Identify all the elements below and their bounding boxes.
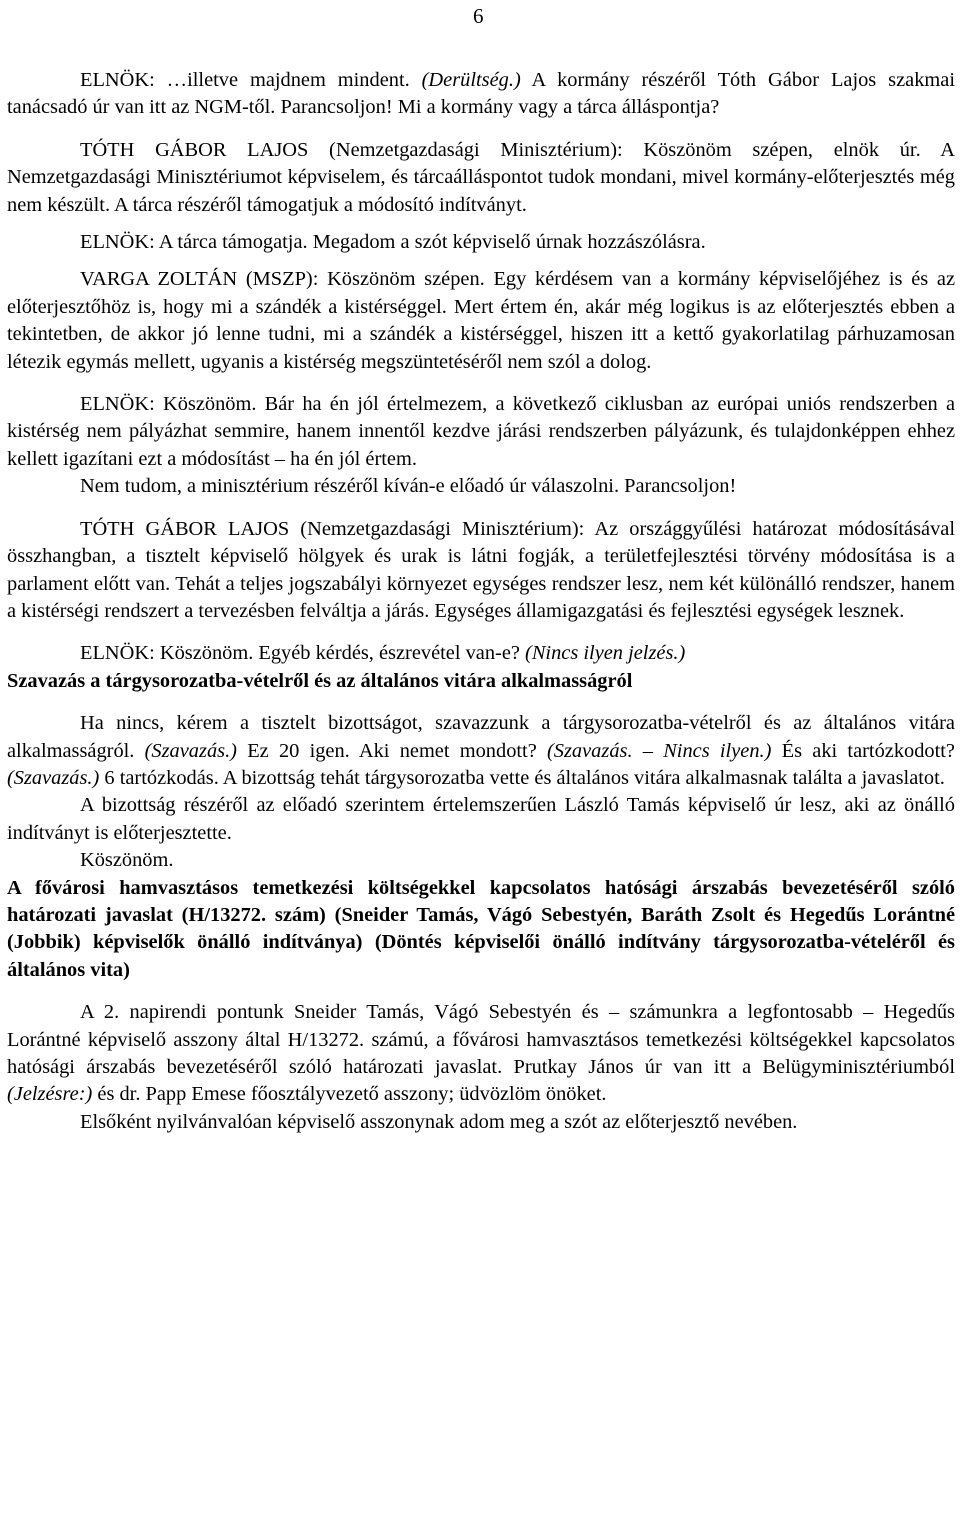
page-number: 6 (473, 4, 484, 28)
text-run: Ez 20 igen. Aki nemet mondott? (236, 739, 548, 762)
text-run: 6 tartózkodás. A bizottság tehát tárgysorozatba vette és általános vitára alkalmasnak találta a javaslatot. (99, 766, 945, 789)
paragraph-varga-question: VARGA ZOLTÁN (MSZP): Köszönöm szépen. Egy kérdésem van a kormány képviselőjéhez is és az előterjesztőhöz is, hogy mi a szándék a kistérséggel. Mert értem én, akár még logikus is az előterjesztés ebben a tekintetben, de akkor jó lenne tudni, mi a szándék a kistérséggel, hiszen itt a kettő gyakorlatilag párhuzamosan létezik egymás mellett, ugyanis a kistérség megszüntetéséről nem szól a dolog. (7, 268, 955, 373)
text-run: ELNÖK: …illetve majdnem mindent. (80, 69, 422, 91)
italic-note: (Nincs ilyen jelzés.) (525, 642, 686, 665)
text-run: ELNÖK: Köszönöm. Egyéb kérdés, észrevétel van-e? (80, 642, 526, 665)
text-run: A kormány részéről Tóth Gábor Lajos szakmai tanácsadó úr van itt az NGM-től. Parancsoljon! Mi a kormány vagy a tárca álláspontja? (7, 69, 955, 119)
text-run: És aki tartózkodott? (771, 739, 955, 762)
italic-note: (Derültség.) (421, 69, 521, 91)
italic-note: (Szavazás. – Nincs ilyen.) (547, 739, 772, 762)
italic-note: (Szavazás.) (7, 766, 100, 789)
section-heading-vote: Szavazás a tárgysorozatba-vételről és az általános vitára alkalmasságról (7, 669, 633, 692)
section-heading-agenda-item: A fővárosi hamvasztásos temetkezési költségekkel kapcsolatos hatósági árszabás bevezetéséről szóló határozati javaslat (H/13272. szám) (Sneider Tamás, Vágó Sebestyén, Baráth Zsolt és Hegedűs Lorántné (Jobbik) képviselők önálló indítványa) (Döntés képviselői önálló indítvány tárgysorozatba-vételéről és általános vita) (7, 876, 955, 981)
paragraph-thanks: Köszönöm. (80, 849, 174, 872)
text-run: A 2. napirendi pontunk Sneider Tamás, Vágó Sebestyén és – számunkra a legfontosabb – Hegedűs Lorántné képviselő asszony által H/13272. számú, a fővárosi hamvasztásos temetkezési költségekkel kapcsolatos hatósági árszabás bevezetéséről szóló határozati javaslat. Prutkay János úr van itt a Belügyminisztériumból (7, 1001, 955, 1078)
italic-note: (Jelzésre:) (7, 1083, 93, 1106)
paragraph-elnok-questions (7, 640, 955, 667)
text-run: Ha nincs, kérem a tisztelt bizottságot, szavazzunk a tárgysorozatba-vételről és az általános vitára alkalmasságról. (7, 712, 955, 762)
paragraph-elnok-interpretation: ELNÖK: Köszönöm. Bár ha én jól értelmezem, a következő ciklusban az európai uniós rendszerben a kistérség nem pályázhat semmire, hanem innentől kezdve járási rendszerben pályázunk, és tulajdonképpen ehhez kellett igazítani ezt a módosítást – ha én jól értem. (7, 393, 955, 470)
italic-note: (Szavazás.) (144, 739, 237, 762)
document-body (7, 67, 955, 1136)
paragraph-agenda-intro (7, 999, 955, 1109)
paragraph-elnok-intro (7, 67, 955, 122)
paragraph-floor-given: Elsőként nyilvánvalóan képviselő asszonynak adom meg a szót az előterjesztő nevében. (80, 1110, 798, 1133)
paragraph-elnok-support: ELNÖK: A tárca támogatja. Megadom a szót képviselő úrnak hozzászólásra. (80, 231, 706, 254)
text-run: és dr. Papp Emese főosztályvezető asszony; üdvözlöm önöket. (92, 1083, 607, 1106)
paragraph-toth-reply: TÓTH GÁBOR LAJOS (Nemzetgazdasági Minisztérium): Köszönöm szépen, elnök úr. A Nemzetgazdasági Minisztériumot képviselem, és tárcaálláspontot tudok mondani, mivel kormány-előterjesztés még nem készült. A tárca részéről támogatjuk a módosító indítványt. (7, 138, 955, 216)
paragraph-elnok-ministry: Nem tudom, a minisztérium részéről kíván-e előadó úr válaszolni. Parancsoljon! (80, 475, 737, 498)
paragraph-vote (7, 710, 955, 792)
paragraph-rapporteur: A bizottság részéről az előadó szerintem értelemszerűen László Tamás képviselő úr lesz, aki az önálló indítványt is előterjesztette. (7, 794, 955, 844)
paragraph-toth-answer: TÓTH GÁBOR LAJOS (Nemzetgazdasági Minisztérium): Az országgyűlési határozat módosításával összhangban, a tisztelt képviselő hölgyek és urak is látni fogják, a területfejlesztési törvény módosítása is a parlament előtt van. Tehát a teljes jogszabályi környezet egységes rendszer lesz, nem két különálló rendszer, hanem a kistérségi rendszert a tervezésben felváltja a járás. Egységes államigazgatási és fejlesztési egységek lesznek. (7, 517, 955, 622)
